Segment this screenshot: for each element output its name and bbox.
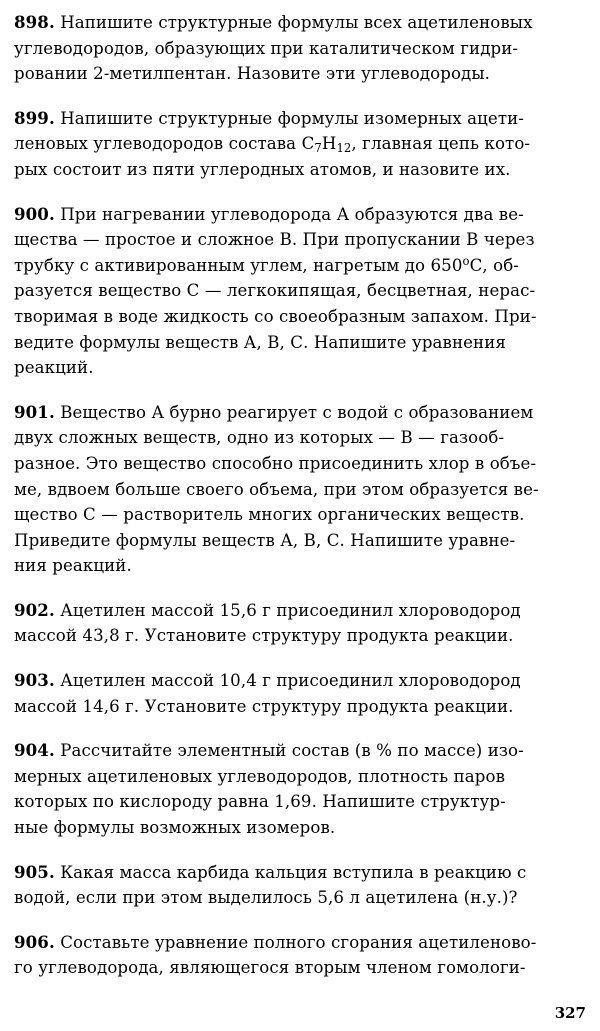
problem-line: трубку с активированным углем, нагретым до 650$^o$С, об- bbox=[14, 253, 520, 275]
problem-line: го углеводорода, являющегося вторым членом гомологи- bbox=[14, 958, 526, 978]
problem-line: которых по кислороду равна 1,69. Напишите структур- bbox=[14, 792, 506, 812]
page-number: 327 bbox=[554, 1004, 586, 1022]
problem-number: 901. bbox=[14, 401, 55, 422]
problem-number: 904. bbox=[14, 740, 55, 761]
problem-899 bbox=[14, 106, 588, 183]
problem-line: творимая в воде жидкость со своеобразным запахом. При- bbox=[14, 306, 537, 326]
problem-line: мерных ацетиленовых углеводородов, плотность паров bbox=[14, 766, 506, 786]
problem-900 bbox=[14, 202, 588, 381]
problem-903 bbox=[14, 668, 588, 719]
problem-number: 900. bbox=[14, 203, 55, 224]
problem-905 bbox=[14, 860, 588, 911]
problem-901 bbox=[14, 400, 588, 579]
problem-line: 902. Ацетилен массой 15,6 г присоединил хлороводород bbox=[14, 599, 521, 620]
problem-line: 901. Вещество А бурно реагирует с водой с образованием bbox=[14, 401, 534, 422]
problem-902 bbox=[14, 598, 588, 649]
problem-number: 905. bbox=[14, 861, 55, 882]
problem-line: реакций. bbox=[14, 358, 94, 378]
problem-898 bbox=[14, 10, 588, 87]
problem-number: 906. bbox=[14, 931, 55, 952]
chemical-formula: $C_7H_{12}$ bbox=[301, 134, 352, 156]
problem-906 bbox=[14, 930, 588, 981]
problem-line: разное. Это вещество способно присоединить хлор в объе- bbox=[14, 453, 537, 473]
problem-line: рых состоит из пяти углеродных атомов, и назовите их. bbox=[14, 159, 511, 179]
problem-line: ные формулы возможных изомеров. bbox=[14, 818, 336, 838]
problem-number: 899. bbox=[14, 107, 55, 128]
problem-line: щество С — растворитель многих органических веществ. bbox=[14, 505, 525, 525]
problem-line: 905. Какая масса карбида кальция вступила в реакцию с bbox=[14, 861, 527, 882]
problem-line: 903. Ацетилен массой 10,4 г присоединил хлороводород bbox=[14, 670, 521, 691]
problem-line: двух сложных веществ, одно из которых — В — газооб- bbox=[14, 428, 505, 448]
problem-line: ровании 2-метилпентан. Назовите эти углеводороды. bbox=[14, 64, 491, 84]
problem-line: Приведите формулы веществ А, В, С. Напишите уравне- bbox=[14, 530, 516, 550]
problem-line: 904. Рассчитайте элементный состав (в % по массе) изо- bbox=[14, 740, 524, 761]
problem-line: леновых углеводородов состава $C_7H_{12}$, главная цепь кото- bbox=[14, 134, 531, 156]
problem-line: 906. Составьте уравнение полного сгорания ацетиленово- bbox=[14, 931, 537, 952]
problem-line: 899. Напишите структурные формулы изомерных ацети- bbox=[14, 107, 524, 128]
degree-sign: o bbox=[462, 253, 470, 268]
problem-line: массой 43,8 г. Установите структуру продукта реакции. bbox=[14, 626, 514, 646]
problem-line: ме, вдвоем больше своего объема, при этом образуется ве- bbox=[14, 479, 539, 499]
problem-number: 902. bbox=[14, 599, 55, 620]
problem-904 bbox=[14, 738, 588, 840]
problem-number: 898. bbox=[14, 12, 55, 32]
problem-line: 900. При нагревании углеводорода А образуются два ве- bbox=[14, 203, 524, 224]
problem-number: 903. bbox=[14, 670, 55, 691]
problem-line: ведите формулы веществ А, В, С. Напишите уравнения bbox=[14, 332, 506, 352]
problem-line: массой 14,6 г. Установите структуру продукта реакции. bbox=[14, 696, 514, 716]
problem-line: 898. Напишите структурные формулы всех ацетиленовых bbox=[14, 12, 533, 32]
problem-line: углеводородов, образующих при каталитическом гидри- bbox=[14, 38, 519, 58]
problem-line: разуется вещество С — легкокипящая, бесцветная, нерас- bbox=[14, 281, 536, 301]
problem-line: щества — простое и сложное В. При пропускании В через bbox=[14, 230, 535, 250]
problem-line: ния реакций. bbox=[14, 556, 132, 576]
problem-line: водой, если при этом выделилось 5,6 л ацетилена (н.у.)? bbox=[14, 888, 518, 908]
